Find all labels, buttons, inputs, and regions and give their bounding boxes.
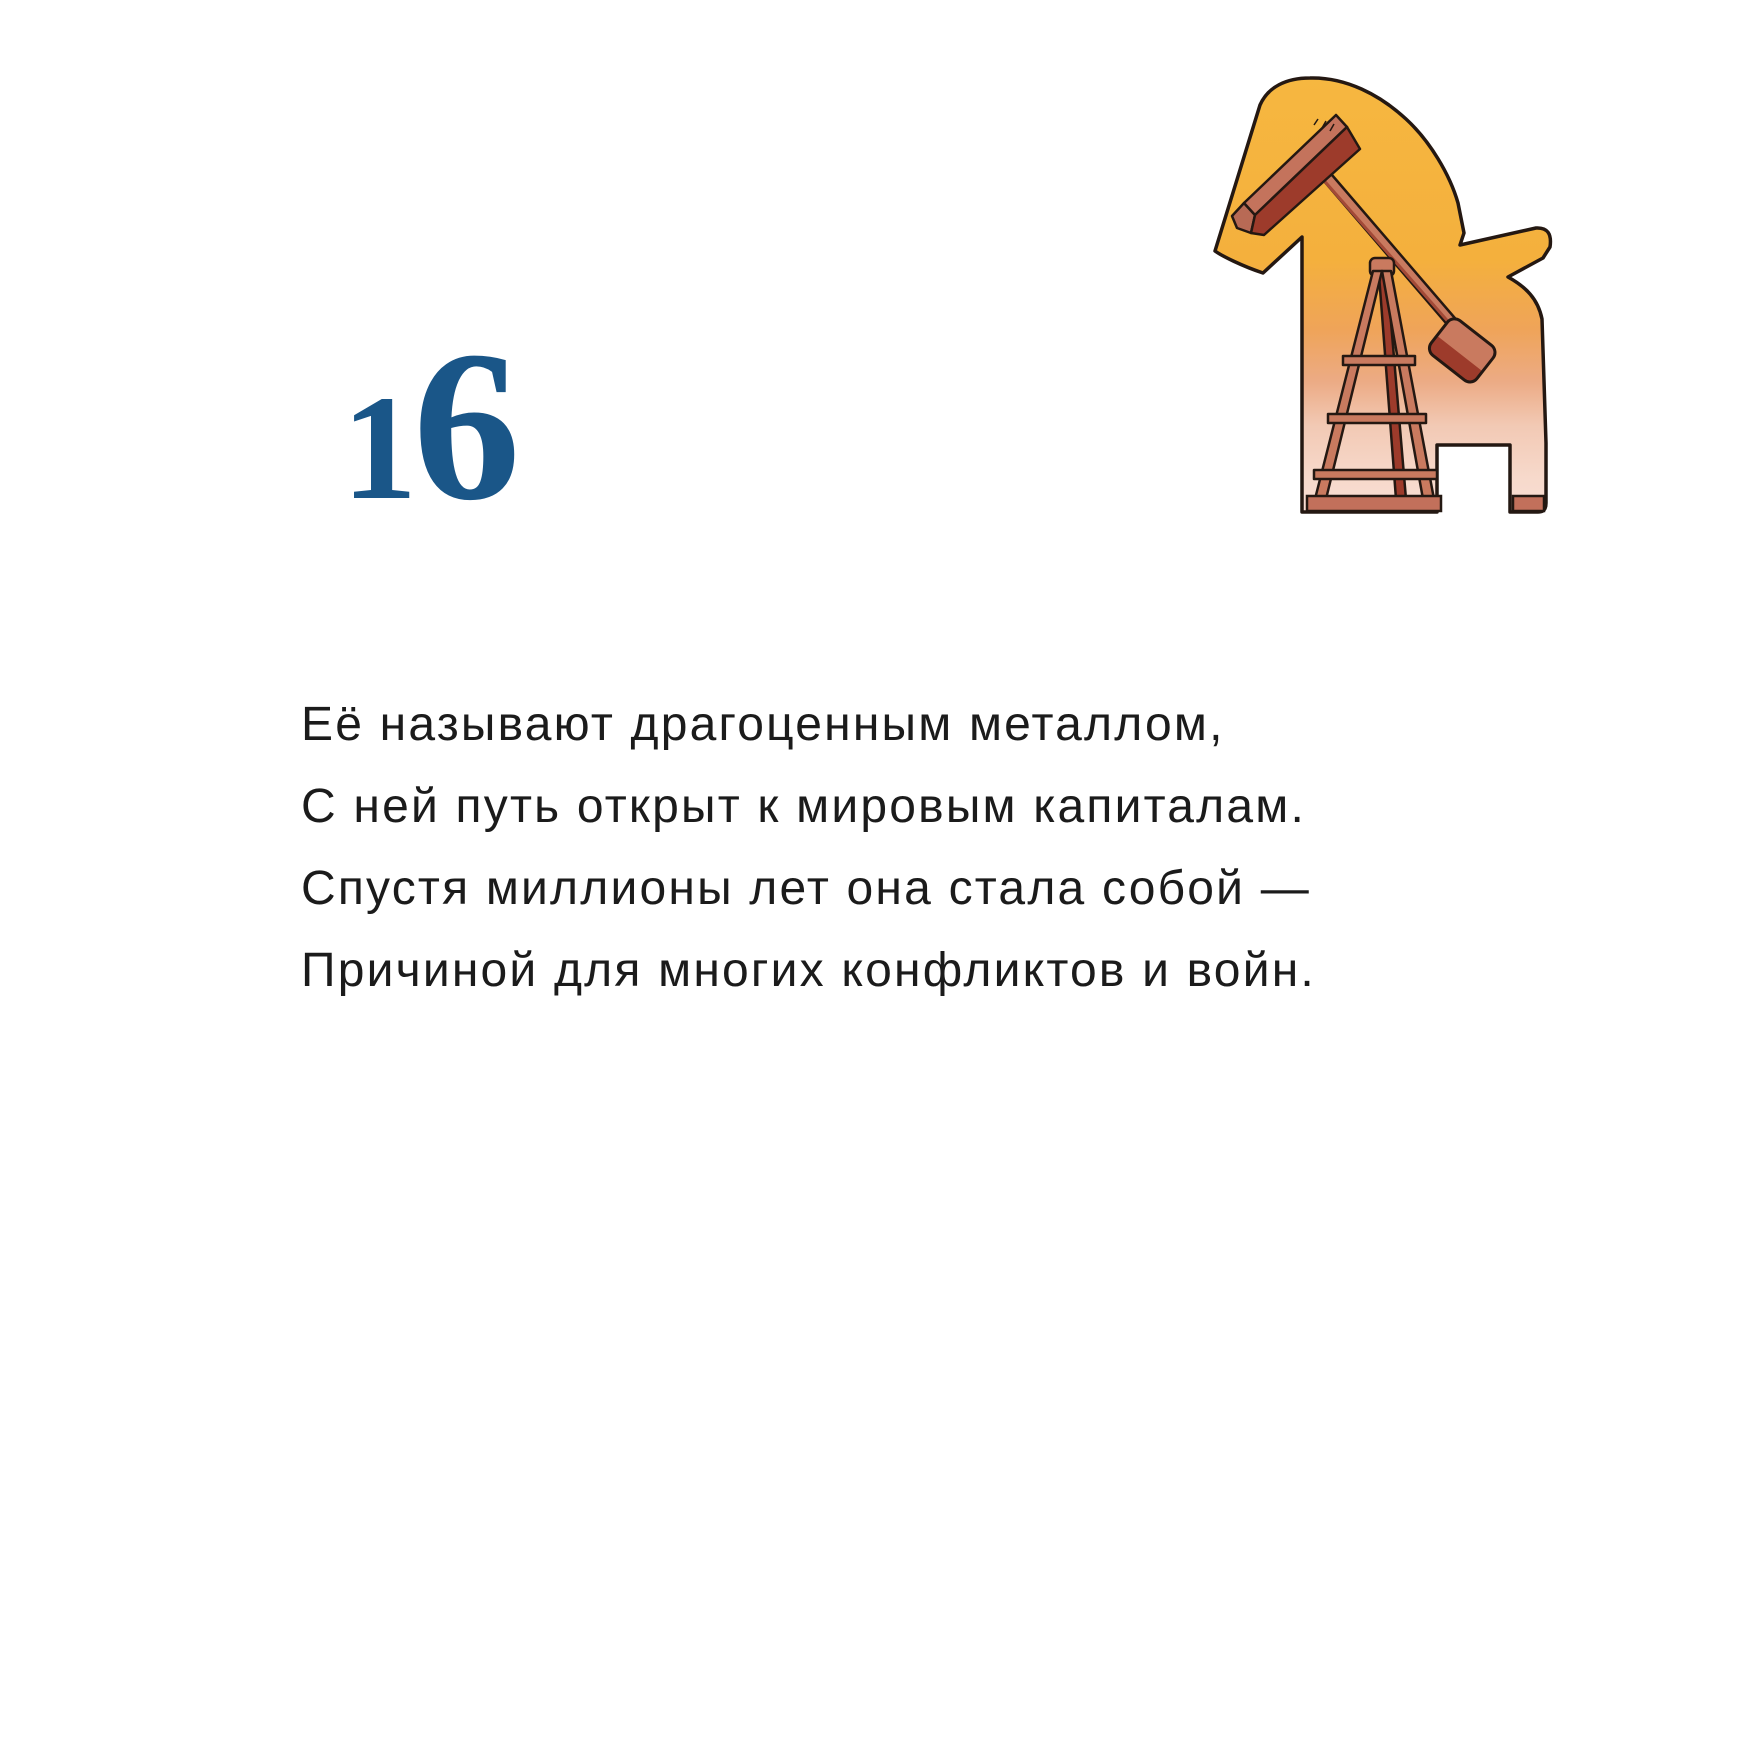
hind-leg-sill [1513, 496, 1544, 511]
riddle-line-4: Причиной для многих конфликтов и войн. [301, 944, 1316, 997]
riddle-line-3: Спустя миллионы лет она стала собой — [301, 862, 1311, 915]
riddle-text [301, 684, 1451, 1012]
page-number-digit: 6 [413, 306, 521, 545]
pumpjack-horse-illustration [1210, 75, 1555, 515]
derrick-sill [1307, 496, 1441, 511]
riddle-line-1: Её называют драгоценным металлом, [301, 698, 1225, 751]
page-number-digit: 1 [342, 365, 417, 531]
riddle-line-2: С ней путь открыт к мировым капиталам. [301, 780, 1307, 833]
page-number [342, 306, 521, 545]
